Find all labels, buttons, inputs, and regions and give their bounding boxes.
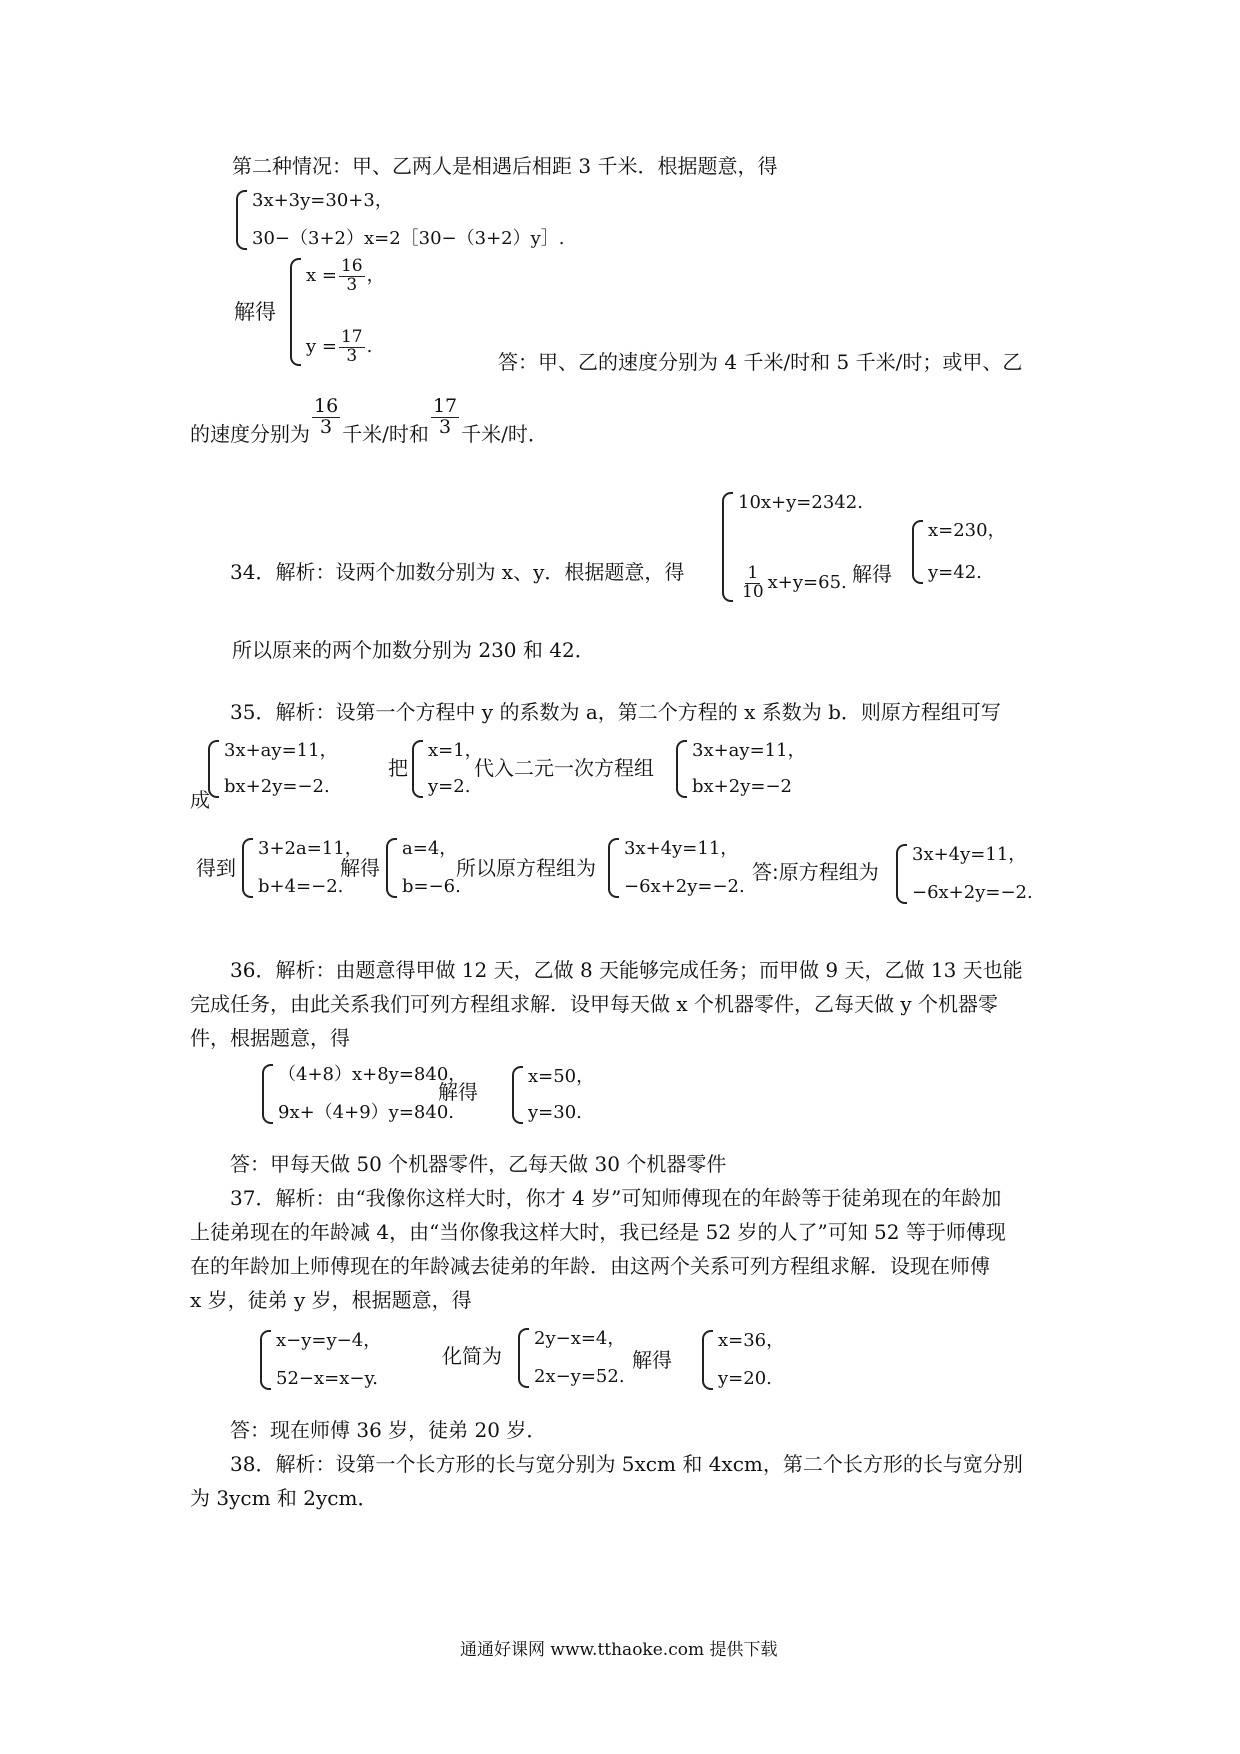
- p37-line-1: 37．解析：由“我像你这样大时，你才 4 岁”可知师傅现在的年龄等于徒弟现在的年龄加: [230, 1186, 1002, 1210]
- equation-row: x=50，: [528, 1066, 595, 1087]
- equation-row: 3x+3y=30+3，: [252, 190, 393, 211]
- equation-row: x=1，: [428, 740, 483, 761]
- brace: [262, 1064, 273, 1124]
- solution-system-case2: [290, 258, 385, 366]
- p36-answer: 答：甲每天做 50 个机器零件，乙每天做 30 个机器零件: [230, 1152, 727, 1176]
- solve-label: 解得: [852, 562, 892, 586]
- fraction: $\frac{16}{3}$: [340, 256, 363, 295]
- p36-line-3: 件，根据题意，得: [190, 1026, 350, 1050]
- equation-row: y=30.: [528, 1101, 582, 1123]
- brace: [412, 740, 423, 798]
- equation-row: y = $\frac{17}{3}$ .: [306, 327, 373, 367]
- equation-row: $\frac{1}{10}$ x+y=65.: [742, 563, 847, 603]
- equation-row: x−y=y−4，: [276, 1330, 382, 1351]
- equation-system-p35-f: [608, 838, 745, 898]
- brace: [386, 838, 397, 898]
- p38-line-2: 为 3ycm 和 2ycm．: [190, 1486, 378, 1510]
- p35-suoyi: 所以原方程组为: [456, 856, 596, 880]
- equation-row: x = $\frac{16}{3}$ ，: [306, 256, 385, 295]
- equation-row: b+4=−2.: [258, 875, 344, 897]
- brace: [518, 1328, 529, 1388]
- equation-row: 3+2a=11，: [258, 838, 363, 859]
- equation-row: 3x+ay=11，: [224, 740, 338, 761]
- p34-conclusion: 所以原来的两个加数分别为 230 和 42．: [232, 638, 595, 662]
- equation-row: bx+2y=−2.: [224, 775, 330, 797]
- equation-system-p35-g: [896, 844, 1033, 904]
- equation-row: x=36，: [718, 1330, 785, 1351]
- equation-row: 3x+ay=11，: [692, 740, 806, 761]
- brace: [896, 844, 907, 904]
- solution-system-p37: [702, 1330, 784, 1390]
- p38-line-1: 38．解析：设第一个长方形的长与宽分别为 5xcm 和 4xcm，第二个长方形的长与宽分别: [230, 1452, 1023, 1476]
- brace: [676, 740, 687, 798]
- equation-row: 10x+y=2342.: [738, 492, 863, 513]
- p35-jiede: 解得: [340, 856, 380, 880]
- p35-dedao: 得到: [196, 856, 236, 880]
- p37-huajian: 化简为: [442, 1344, 502, 1368]
- equation-row: 3x+4y=11，: [624, 838, 739, 859]
- solution-system-p34: [912, 520, 1006, 584]
- brace: [290, 258, 301, 366]
- equation-row: −6x+2y=−2.: [912, 881, 1033, 903]
- fraction: $\frac{17}{3}$: [340, 327, 363, 367]
- p35-text: 35．解析：设第一个方程中 y 的系数为 a，第二个方程的 x 系数为 b．则原方程组可写: [230, 700, 1001, 724]
- brace: [912, 520, 923, 584]
- p35-da: 答:原方程组为: [752, 860, 879, 884]
- fraction: $\frac{1}{10}$: [742, 563, 764, 603]
- case2-intro: 第二种情况：甲、乙两人是相遇后相距 3 千米．根据题意，得: [232, 154, 778, 178]
- var-x: x =: [306, 265, 337, 287]
- answer-line-1: 答：甲、乙的速度分别为 4 千米/时和 5 千米/时；或甲、乙: [498, 350, 1023, 374]
- brace: [722, 492, 733, 602]
- equation-row: bx+2y=−2: [692, 775, 792, 797]
- equation-row: 3x+4y=11，: [912, 844, 1027, 865]
- equation-row: 52−x=x−y.: [276, 1367, 378, 1389]
- equation-row: a=4，: [402, 838, 458, 859]
- p37-answer: 答：现在师傅 36 岁，徒弟 20 岁．: [230, 1418, 547, 1442]
- fraction: $\frac{16}{3}$: [314, 394, 339, 438]
- equation-system-case2: [236, 190, 565, 250]
- answer-line-2: 的速度分别为 $\frac{16}{3}$ 千米/时和 $\frac{17}{3}$ 千米/时．: [190, 394, 548, 446]
- brace: [512, 1066, 523, 1124]
- brace: [702, 1330, 713, 1390]
- brace: [242, 838, 253, 898]
- equation-row: x=230，: [928, 520, 1006, 541]
- p35-cheng: 成: [190, 788, 210, 812]
- brace: [260, 1330, 271, 1390]
- p36-line-1: 36．解析：由题意得甲做 12 天，乙做 8 天能够完成任务；而甲做 9 天，乙做 13 天也能: [230, 958, 1023, 982]
- equation-row: 9x+（4+9）y=840.: [278, 1101, 455, 1123]
- equation-row: 30−（3+2）x=2［30−（3+2）y］.: [252, 227, 565, 249]
- fraction: $\frac{17}{3}$: [432, 394, 458, 438]
- equation-system-p35-values: [412, 740, 483, 798]
- equation-row: 2x−y=52.: [534, 1365, 625, 1387]
- equation-row: y=20.: [718, 1367, 772, 1389]
- brace: [236, 190, 247, 250]
- equation-row: y=2.: [428, 775, 471, 797]
- equation-system-p36: [262, 1064, 466, 1124]
- p34-text: 34．解析：设两个加数分别为 x、y．根据题意，得: [230, 560, 685, 584]
- equation-row: 2y−x=4，: [534, 1328, 626, 1349]
- brace: [208, 740, 219, 798]
- equation-system-p35-target: [676, 740, 806, 798]
- equation-system-p37: [260, 1330, 381, 1390]
- solve-label: 解得: [438, 1080, 478, 1104]
- brace: [608, 838, 619, 898]
- equation-row: b=−6.: [402, 875, 461, 897]
- p37-line-4: x 岁，徒弟 y 岁，根据题意，得: [190, 1288, 472, 1312]
- equation-system-p37-simplified: [518, 1328, 625, 1388]
- page-footer: 通通好课网 www.tthaoke.com 提供下载: [460, 1640, 778, 1660]
- p35-daiyu: 代入二元一次方程组: [474, 756, 654, 780]
- equation-system-p35-original: [208, 740, 338, 798]
- p35-ba: 把: [388, 756, 408, 780]
- equation-row: −6x+2y=−2.: [624, 875, 745, 897]
- equation-system-p35-e: [386, 838, 461, 898]
- equation-row: （4+8）x+8y=840，: [278, 1064, 467, 1085]
- p37-line-2: 上徒弟现在的年龄减 4，由“当你像我这样大时，我已经是 52 岁的人了”可知 52 等于师傅现: [190, 1220, 1006, 1244]
- equation-row: y=42.: [928, 561, 982, 583]
- p36-line-2: 完成任务，由此关系我们可列方程组求解．设甲每天做 x 个机器零件，乙每天做 y 个机器零: [190, 992, 999, 1016]
- equation-system-p34: [722, 492, 863, 602]
- solution-system-p36: [512, 1066, 594, 1124]
- var-y: y =: [306, 336, 337, 358]
- solve-label: 解得: [234, 300, 276, 324]
- solve-label: 解得: [632, 1348, 672, 1372]
- p37-line-3: 在的年龄加上师傅现在的年龄减去徒弟的年龄．由这两个关系可列方程组求解．设现在师傅: [190, 1254, 990, 1278]
